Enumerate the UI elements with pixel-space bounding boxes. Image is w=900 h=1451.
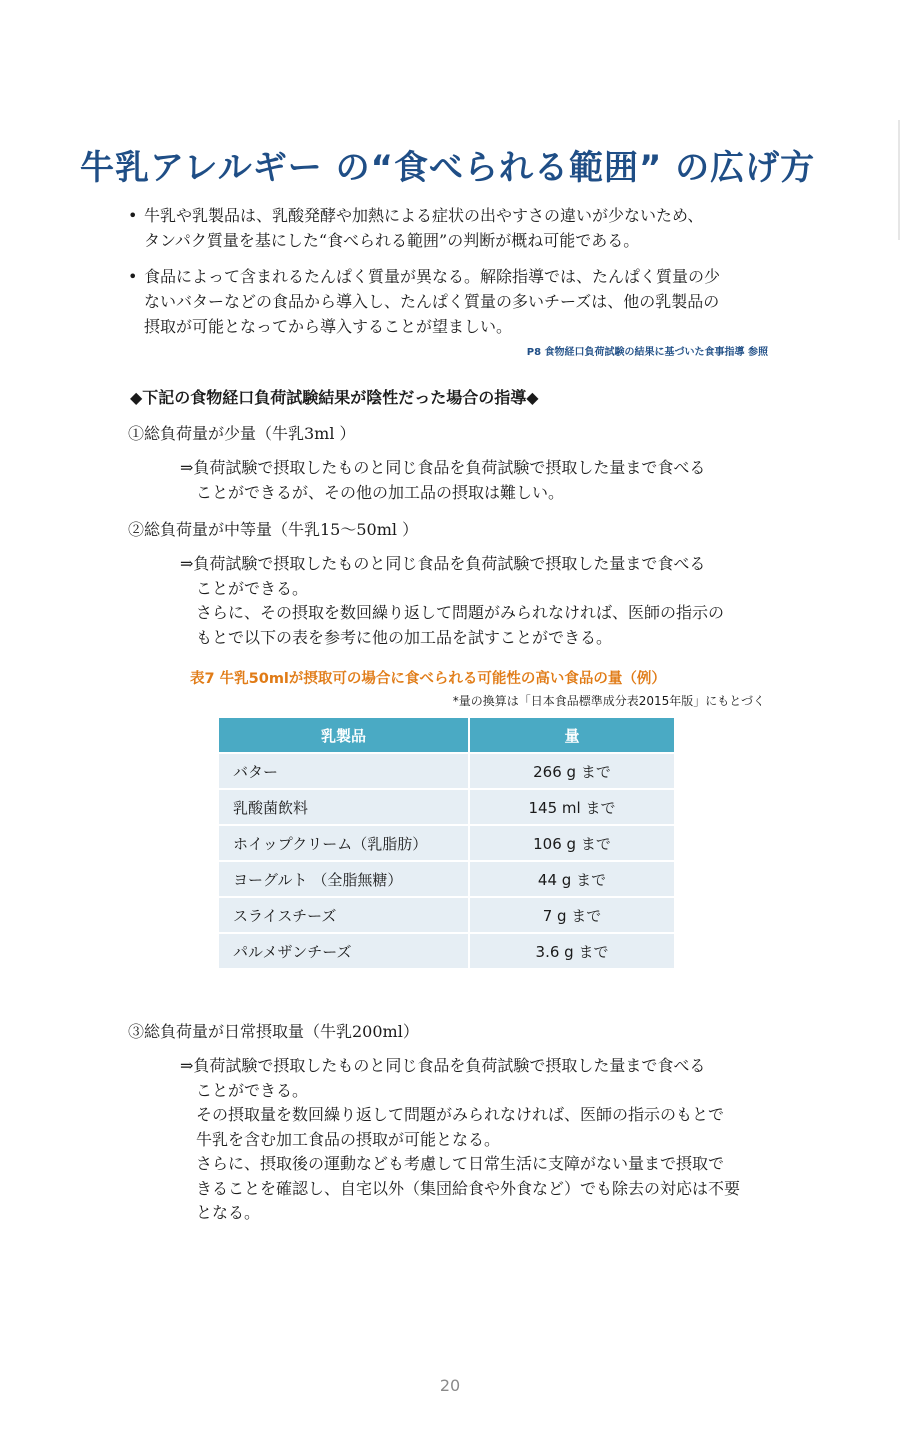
guidance-line: もとで以下の表を参考に他の加工品を試すことができる。	[196, 627, 613, 647]
table-row	[219, 934, 674, 970]
guidance-line: さらに、摂取後の運動なども考慮して日常生活に支障がない量まで摂取で	[196, 1154, 725, 1173]
bullet-item	[128, 264, 778, 339]
reference-note: P8 食物経口負荷試験の結果に基づいた食事指導 参照	[526, 347, 768, 358]
food-name-cell: バター	[219, 754, 470, 790]
food-amount-cell: 266 g まで	[470, 754, 674, 790]
food-name-cell: スライスチーズ	[219, 898, 470, 934]
guidance-line: ⇒負荷試験で摂取したものと同じ食品を負荷試験で摂取した量まで食べる	[180, 458, 706, 477]
step-2-guidance	[180, 552, 780, 650]
guidance-line: となる。	[196, 1203, 261, 1222]
table-source-note: *量の換算は「日本食品標準成分表2015年版」にもとづく	[452, 694, 765, 708]
guidance-line: ⇒負荷試験で摂取したものと同じ食品を負荷試験で摂取した量まで食べる	[180, 1056, 706, 1075]
page-number: 20	[439, 1376, 461, 1395]
column-header-food: 乳製品	[219, 718, 470, 754]
food-name-cell: ホイップクリーム（乳脂肪）	[219, 826, 470, 862]
step-1-heading: ①総負荷量が少量（牛乳3ml ）	[128, 424, 356, 443]
guidance-line: きることを確認し、自宅以外（集団給食や外食など）でも除去の対応は不要	[196, 1178, 741, 1198]
intro-bullets	[128, 203, 778, 350]
bullet-text-line: ないバターなどの食品から導入し、たんぱく質量の多いチーズは、他の乳製品の	[144, 292, 720, 311]
table-caption: 表7 牛乳50mlが摂取可の場合に食べられる可能性の高い食品の量（例）	[190, 671, 666, 687]
table-row	[219, 826, 674, 862]
dairy-amount-table	[219, 718, 674, 970]
food-amount-cell: 3.6 g まで	[470, 934, 674, 970]
food-amount-cell: 44 g まで	[470, 862, 674, 898]
bullet-text-line: 食品によって含まれるたんぱく質量が異なる。解除指導では、たんぱく質量の少	[144, 267, 721, 286]
step-2-heading: ②総負荷量が中等量（牛乳15～50ml ）	[128, 520, 419, 539]
step-1-guidance	[180, 456, 780, 505]
food-name-cell: ヨーグルト （全脂無糖）	[219, 862, 470, 898]
table-header-row	[219, 718, 674, 754]
guidance-line: 牛乳を含む加工食品の摂取が可能となる。	[196, 1129, 501, 1149]
guidance-line: ⇒負荷試験で摂取したものと同じ食品を負荷試験で摂取した量まで食べる	[180, 554, 706, 573]
bullet-item	[128, 203, 778, 253]
column-header-amount: 量	[470, 718, 674, 754]
table-row	[219, 754, 674, 790]
bullet-text-line: 牛乳や乳製品は、乳酸発酵や加熱による症状の出やすさの違いが少ないため、	[144, 206, 704, 225]
food-name-cell: 乳酸菌飲料	[219, 790, 470, 826]
food-amount-cell: 145 ml まで	[470, 790, 674, 826]
step-3-guidance	[180, 1054, 780, 1226]
table-row	[219, 898, 674, 934]
table-row	[219, 862, 674, 898]
guidance-line: さらに、その摂取を数回繰り返して問題がみられなければ、医師の指示の	[196, 603, 725, 622]
food-name-cell: パルメザンチーズ	[219, 934, 470, 970]
bullet-dot: •	[128, 206, 138, 225]
bullet-text-line: タンパク質量を基にした“食べられる範囲”の判断が概ね可能である。	[144, 231, 640, 250]
section-heading: ◆下記の食物経口負荷試験結果が陰性だった場合の指導◆	[130, 388, 539, 407]
guidance-line: ことができる。	[196, 1080, 309, 1100]
guidance-line: ことができるが、その他の加工品の摂取は難しい。	[196, 482, 565, 502]
page-title: 牛乳アレルギー の“食べられる範囲” の広げ方	[80, 148, 816, 188]
guidance-line: ことができる。	[196, 578, 309, 598]
step-3-heading: ③総負荷量が日常摂取量（牛乳200ml）	[128, 1022, 419, 1041]
food-amount-cell: 7 g まで	[470, 898, 674, 934]
bullet-text-line: 摂取が可能となってから導入することが望ましい。	[144, 317, 513, 336]
guidance-line: その摂取量を数回繰り返して問題がみられなければ、医師の指示のもとで	[196, 1105, 725, 1124]
food-amount-cell: 106 g まで	[470, 826, 674, 862]
table-row	[219, 790, 674, 826]
bullet-dot: •	[128, 267, 138, 286]
